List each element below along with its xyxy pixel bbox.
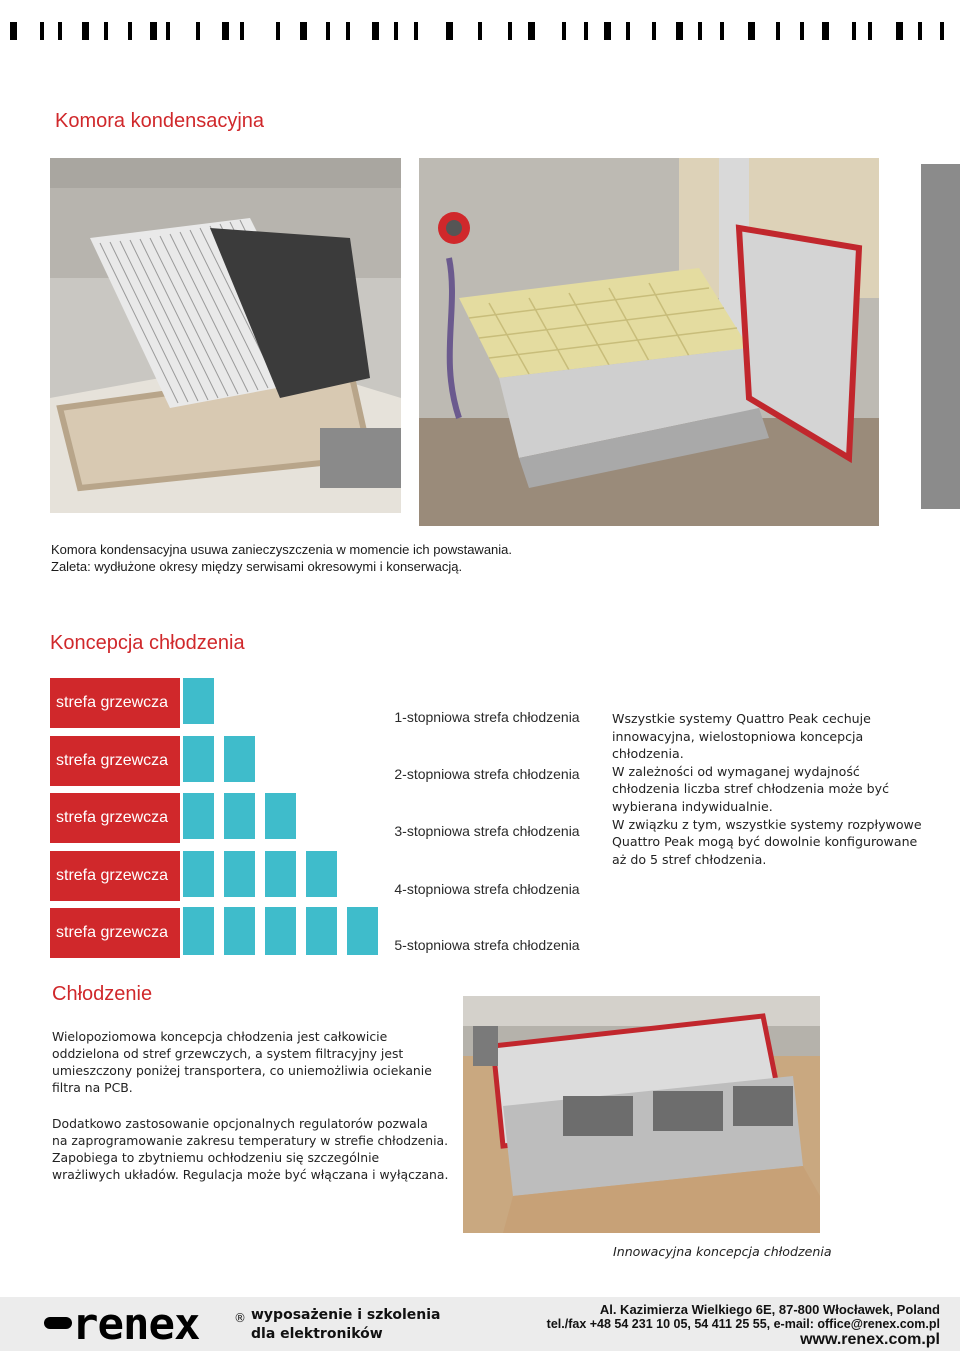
text-line: umieszczony poniżej transportera, co uniemożliwia ociekanie (52, 1063, 432, 1078)
cooling-stage-square (183, 736, 214, 782)
top-strip-bar (128, 22, 132, 40)
cooling-stage-square (224, 736, 255, 782)
text-line: wrażliwych układów. Regulacja może być włączana i wyłączana. (52, 1167, 449, 1182)
top-strip-bar (372, 22, 379, 40)
top-strip-bar (800, 22, 804, 40)
heating-zone-box: strefa grzewcza (50, 736, 180, 786)
text-line: oddzielona od stref grzewczych, a system filtracyjny jest (52, 1046, 404, 1061)
footer-contact: tel./fax +48 54 231 10 05, 54 411 25 55, e-mail: office@renex.com.pl (546, 1317, 940, 1331)
cooling-paragraph-1 (52, 1028, 452, 1096)
heating-zone-box: strefa grzewcza (50, 851, 180, 901)
top-strip-bar (82, 22, 89, 40)
text-line: filtra na PCB. (52, 1080, 133, 1095)
top-strip-bar (698, 22, 702, 40)
footer-website[interactable]: www.renex.com.pl (800, 1331, 940, 1348)
top-decorative-strip (0, 0, 960, 44)
condensation-chamber-photo-right (419, 158, 879, 526)
heating-zone-box: strefa grzewcza (50, 793, 180, 843)
logo-mark-icon (44, 1317, 72, 1329)
cooling-stage-label: 4-stopniowa strefa chłodzenia (394, 881, 580, 897)
cooling-stage-square (224, 851, 255, 897)
top-strip-bar (58, 22, 62, 40)
cooling-concept-description (612, 710, 922, 868)
top-strip-bar (896, 22, 903, 40)
top-strip-bar (852, 22, 856, 40)
top-strip-bar (478, 22, 482, 40)
text-line: W związku z tym, wszystkie systemy rozpływowe (612, 816, 922, 832)
top-strip-bar (508, 22, 512, 40)
cooling-stage-square (265, 793, 296, 839)
cooling-stage-square (306, 851, 337, 897)
top-strip-bar (166, 22, 170, 40)
top-strip-bar (748, 22, 755, 40)
cooling-stage-square (265, 851, 296, 897)
top-strip-bar (776, 22, 780, 40)
text-line: wybierana indywidualnie. (612, 798, 773, 814)
heating-zone-box: strefa grzewcza (50, 678, 180, 728)
text-line: na zaprogramowanie zakresu temperatury w strefie chłodzenia. (52, 1133, 449, 1148)
cooling-stage-square (347, 907, 378, 955)
cooling-stage-label: 2-stopniowa strefa chłodzenia (394, 766, 580, 782)
text-line: Wszystkie systemy Quattro Peak cechuje (612, 711, 871, 726)
top-strip-bar (446, 22, 453, 40)
cooling-stage-square (183, 851, 214, 897)
top-strip-bar (40, 22, 44, 40)
cooling-stage-square (183, 793, 214, 839)
top-strip-bar (276, 22, 280, 40)
top-strip-bar (104, 22, 108, 40)
text-line: chłodzenia liczba stref chłodzenia może być (612, 781, 890, 797)
cooling-stage-label: 1-stopniowa strefa chłodzenia (394, 709, 580, 725)
top-strip-bar (528, 22, 535, 40)
heating-zone-box: strefa grzewcza (50, 908, 180, 958)
logo-text: renex (72, 1299, 200, 1350)
top-strip-bar (720, 22, 724, 40)
section-title-condensation: Komora kondensacyjna (55, 110, 265, 132)
top-strip-bar (394, 22, 398, 40)
top-strip-bar (676, 22, 683, 40)
top-strip-bar (652, 22, 656, 40)
cooling-paragraph-2 (52, 1115, 452, 1183)
top-strip-bar (222, 22, 229, 40)
top-strip-bar (822, 22, 829, 40)
cooling-stage-square (224, 793, 255, 839)
footer-address: Al. Kazimierza Wielkiego 6E, 87-800 Włocławek, Poland (599, 1302, 940, 1317)
top-strip-bar (10, 22, 17, 40)
top-strip-bar (918, 22, 922, 40)
section-title-cooling-concept: Koncepcja chłodzenia (50, 632, 245, 654)
top-strip-bar (940, 22, 944, 40)
top-strip-bar (868, 22, 872, 40)
cooling-photo-caption: Innowacyjna koncepcja chłodzenia (613, 1244, 832, 1259)
text-line: innowacyjna, wielostopniowa koncepcja (612, 728, 864, 744)
top-strip-bar (150, 22, 157, 40)
logo-tagline-1: wyposażenie i szkolenia (251, 1307, 441, 1323)
text-line: Quattro Peak mogą być dowolnie konfigurowane (612, 834, 918, 850)
text-line: chłodzenia. (612, 746, 684, 762)
top-strip-bar (604, 22, 611, 40)
top-strip-bar (326, 22, 330, 40)
text-line: aż do 5 stref chłodzenia. (612, 851, 767, 867)
top-strip-bar (414, 22, 418, 40)
top-strip-bar (300, 22, 307, 40)
cooling-stage-square (224, 907, 255, 955)
logo-tagline-2: dla elektroników (251, 1326, 383, 1342)
section-title-cooling: Chłodzenie (52, 983, 153, 1005)
top-strip-bar (196, 22, 200, 40)
text-line: Dodatkowo zastosowanie opcjonalnych regulatorów pozwala (52, 1116, 428, 1131)
text-line: Zapobiega to zbytniemu ochłodzeniu się szczególnie (52, 1150, 380, 1165)
cooling-stage-label: 3-stopniowa strefa chłodzenia (394, 823, 580, 839)
top-strip-bar (584, 22, 588, 40)
top-strip-bar (562, 22, 566, 40)
text-line: Wielopoziomowa koncepcja chłodzenia jest całkowicie (52, 1029, 388, 1044)
cooling-stage-square (265, 907, 296, 955)
condensation-caption-line1: Komora kondensacyjna usuwa zanieczyszczenia w momencie ich powstawania. (51, 542, 513, 557)
top-strip-bar (346, 22, 350, 40)
side-tab (921, 164, 960, 509)
cooling-stage-square (183, 907, 214, 955)
footer (0, 1297, 960, 1351)
condensation-caption-line2: Zaleta: wydłużone okresy między serwisami okresowymi i konserwacją. (51, 559, 463, 574)
cooling-stage-square (306, 907, 337, 955)
cooling-stage-label: 5-stopniowa strefa chłodzenia (394, 937, 580, 953)
top-strip-bar (240, 22, 244, 40)
text-line: W zależności od wymaganej wydajność (612, 763, 860, 779)
cooling-stage-square (183, 678, 214, 724)
logo-registered-mark: ® (234, 1311, 246, 1325)
cooling-system-photo (463, 996, 820, 1233)
condensation-chamber-photo-left (50, 158, 401, 513)
top-strip-bar (626, 22, 630, 40)
